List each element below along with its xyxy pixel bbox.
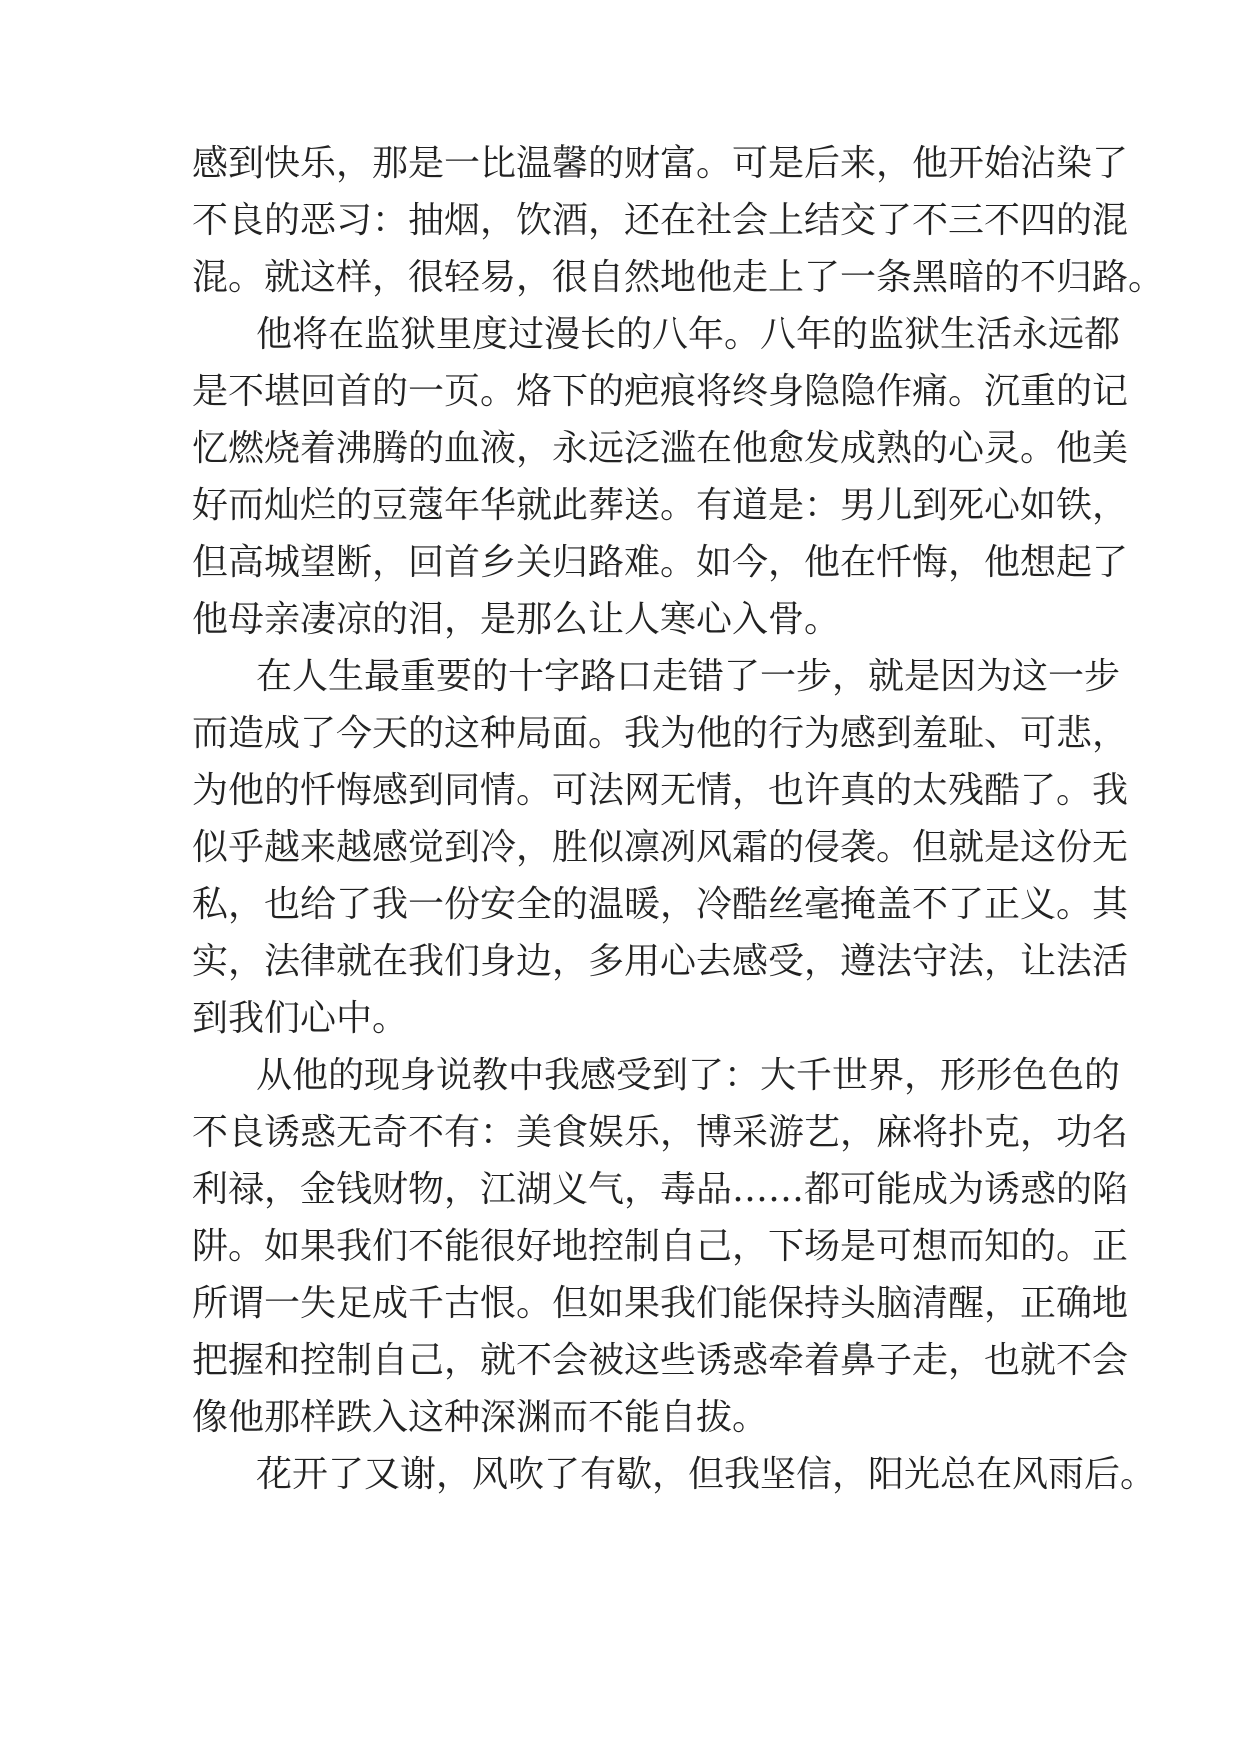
text-line: 为他的忏悔感到同情。可法网无情，也许真的太残酷了。我 <box>192 770 1129 811</box>
text-line: 所谓一失足成千古恨。但如果我们能保持头脑清醒，正确地 <box>192 1283 1129 1324</box>
paragraph-first-line: 他将在监狱里度过漫长的八年。八年的监狱生活永远都 <box>256 314 1121 355</box>
text-line: 感到快乐，那是一比温馨的财富。可是后来，他开始沾染了 <box>192 143 1129 184</box>
text-line: 不良的恶习：抽烟，饮酒，还在社会上结交了不三不四的混 <box>192 200 1129 241</box>
text-line: 不良诱惑无奇不有：美食娱乐，博采游艺，麻将扑克，功名 <box>192 1112 1129 1153</box>
text-line: 好而灿烂的豆蔻年华就此葬送。有道是：男儿到死心如铁， <box>192 485 1129 526</box>
text-line: 混。就这样，很轻易，很自然地他走上了一条黑暗的不归路。 <box>192 257 1165 298</box>
text-line: 似乎越来越感觉到冷，胜似凛冽风霜的侵袭。但就是这份无 <box>192 827 1129 868</box>
paragraph-last-line: 他母亲凄凉的泪，是那么让人寒心入骨。 <box>192 599 841 640</box>
paragraph-last-line: 到我们心中。 <box>192 998 409 1039</box>
text-line: 实，法律就在我们身边，多用心去感受，遵法守法，让法活 <box>192 941 1129 982</box>
text-line: 私，也给了我一份安全的温暖，冷酷丝毫掩盖不了正义。其 <box>192 884 1129 925</box>
text-line: 利禄，金钱财物，江湖义气，毒品……都可能成为诱惑的陷 <box>192 1169 1129 1210</box>
text-line: 而造成了今天的这种局面。我为他的行为感到羞耻、可悲， <box>192 713 1129 754</box>
paragraph-first-line: 在人生最重要的十字路口走错了一步，就是因为这一步 <box>256 656 1121 697</box>
text-line: 把握和控制自己，就不会被这些诱惑牵着鼻子走，也就不会 <box>192 1340 1129 1381</box>
paragraph-first-line: 花开了又谢，风吹了有歇，但我坚信，阳光总在风雨后。 <box>256 1454 1157 1495</box>
paragraph-last-line: 像他那样跌入这种深渊而不能自拔。 <box>192 1397 769 1438</box>
text-line: 忆燃烧着沸腾的血液，永远泛滥在他愈发成熟的心灵。他美 <box>192 428 1129 469</box>
text-line: 但高城望断，回首乡关归路难。如今，他在忏悔，他想起了 <box>192 542 1129 583</box>
text-line: 阱。如果我们不能很好地控制自己，下场是可想而知的。正 <box>192 1226 1129 1267</box>
paragraph-first-line: 从他的现身说教中我感受到了：大千世界，形形色色的 <box>256 1055 1121 1096</box>
text-line: 是不堪回首的一页。烙下的疤痕将终身隐隐作痛。沉重的记 <box>192 371 1129 412</box>
